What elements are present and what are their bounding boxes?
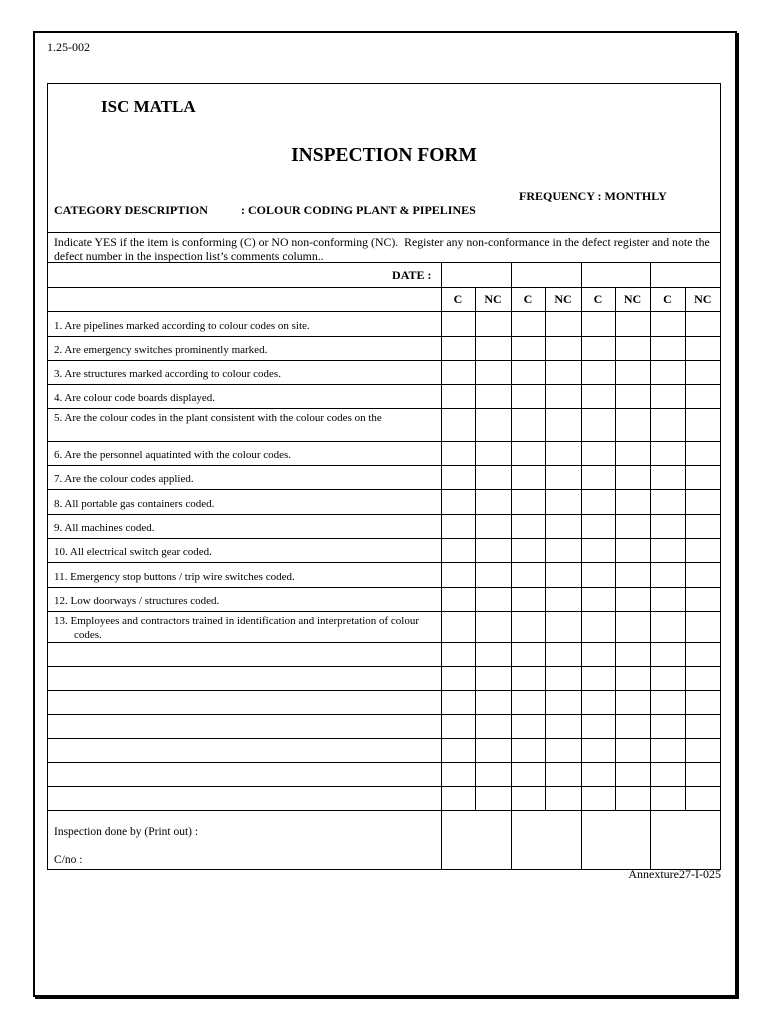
nc-check-cell[interactable] <box>685 490 720 515</box>
checklist-item-text: 13. Employees and contractors trained in identification and interpretation of colour codes. <box>54 615 420 641</box>
c-check-cell[interactable] <box>581 612 615 643</box>
c-check-cell[interactable] <box>441 312 475 337</box>
instructions-text: Indicate YES if the item is conforming (C) or NO non-conforming (NC). Register any non-conformance in the defect register and note the defect number in the inspection list’s comments column.. <box>48 232 720 262</box>
nc-check-cell[interactable] <box>545 312 581 337</box>
nc-check-cell[interactable] <box>475 612 511 643</box>
c-check-cell[interactable] <box>581 739 615 763</box>
checklist-item-text: 10. All electrical switch gear coded. <box>54 546 212 558</box>
c-check-cell[interactable] <box>441 739 475 763</box>
column-header-nc: NC <box>615 288 650 312</box>
c-check-cell[interactable] <box>650 312 685 337</box>
nc-check-cell[interactable] <box>615 337 650 361</box>
nc-check-cell[interactable] <box>615 763 650 787</box>
nc-check-cell[interactable] <box>615 715 650 739</box>
checklist-item-cell <box>48 361 441 385</box>
c-check-cell[interactable] <box>581 515 615 539</box>
c-check-cell[interactable] <box>581 691 615 715</box>
document-reference-code: 1.25-002 <box>47 40 90 54</box>
c-check-cell[interactable] <box>650 361 685 385</box>
c-check-cell[interactable] <box>650 409 685 442</box>
c-check-cell[interactable] <box>441 563 475 588</box>
c-check-cell[interactable] <box>511 643 545 667</box>
nc-check-cell[interactable] <box>685 691 720 715</box>
c-check-cell[interactable] <box>511 612 545 643</box>
c-check-cell[interactable] <box>650 539 685 563</box>
organization-name: ISC MATLA <box>101 97 196 116</box>
checklist-row <box>48 385 720 409</box>
c-check-cell[interactable] <box>441 409 475 442</box>
c-check-cell[interactable] <box>581 539 615 563</box>
c-check-cell[interactable] <box>650 466 685 490</box>
nc-check-cell[interactable] <box>615 691 650 715</box>
column-header-c: C <box>441 288 475 312</box>
nc-check-cell[interactable] <box>685 361 720 385</box>
c-check-cell[interactable] <box>650 787 685 811</box>
nc-check-cell[interactable] <box>685 667 720 691</box>
sign-off-cell-1[interactable] <box>441 811 511 869</box>
column-header-spacer <box>48 288 441 312</box>
c-check-cell[interactable] <box>441 763 475 787</box>
nc-check-cell[interactable] <box>685 442 720 466</box>
checklist-item-text: 5. Are the colour codes in the plant consistent with the colour codes on the <box>54 412 382 424</box>
nc-check-cell[interactable] <box>685 409 720 442</box>
nc-check-cell[interactable] <box>615 612 650 643</box>
nc-check-cell[interactable] <box>615 361 650 385</box>
nc-check-cell[interactable] <box>475 563 511 588</box>
nc-check-cell[interactable] <box>615 442 650 466</box>
nc-check-cell[interactable] <box>685 643 720 667</box>
checklist-item-cell <box>48 612 441 643</box>
c-check-cell[interactable] <box>441 539 475 563</box>
c-check-cell[interactable] <box>581 588 615 612</box>
nc-check-cell[interactable] <box>545 787 581 811</box>
nc-check-cell[interactable] <box>685 612 720 643</box>
blank-row <box>48 787 720 811</box>
column-header-row <box>48 288 720 312</box>
checklist-item-text: 4. Are colour code boards displayed. <box>54 392 215 404</box>
nc-check-cell[interactable] <box>685 337 720 361</box>
date-row <box>48 263 720 288</box>
nc-check-cell[interactable] <box>545 490 581 515</box>
c-check-cell[interactable] <box>581 385 615 409</box>
nc-check-cell[interactable] <box>685 715 720 739</box>
checklist-row <box>48 563 720 588</box>
c-check-cell[interactable] <box>650 691 685 715</box>
checklist-item-text: 6. Are the personnel aquatinted with the colour codes. <box>54 449 292 461</box>
c-check-cell[interactable] <box>511 787 545 811</box>
inspection-table <box>48 262 720 869</box>
frequency-label: FREQUENCY : MONTHLY <box>519 189 667 203</box>
nc-check-cell[interactable] <box>475 787 511 811</box>
c-check-cell[interactable] <box>511 466 545 490</box>
sign-off-cell-3[interactable] <box>581 811 650 869</box>
c-check-cell[interactable] <box>441 361 475 385</box>
column-header-c: C <box>581 288 615 312</box>
column-header-c: C <box>650 288 685 312</box>
checklist-item-cell <box>48 385 441 409</box>
c-check-cell[interactable] <box>511 739 545 763</box>
blank-row <box>48 691 720 715</box>
c-check-cell[interactable] <box>511 442 545 466</box>
checklist-row <box>48 361 720 385</box>
nc-check-cell[interactable] <box>615 667 650 691</box>
cno-label: C/no : <box>54 854 83 866</box>
nc-check-cell[interactable] <box>475 715 511 739</box>
checklist-item-cell <box>48 515 441 539</box>
date-cell-3[interactable] <box>581 263 650 288</box>
c-check-cell[interactable] <box>441 612 475 643</box>
c-check-cell[interactable] <box>441 466 475 490</box>
nc-check-cell[interactable] <box>545 409 581 442</box>
form-header <box>48 84 720 232</box>
checklist-row <box>48 588 720 612</box>
c-check-cell[interactable] <box>511 667 545 691</box>
checklist-row <box>48 490 720 515</box>
nc-check-cell[interactable] <box>615 787 650 811</box>
c-check-cell[interactable] <box>511 588 545 612</box>
checklist-items <box>48 312 720 811</box>
c-check-cell[interactable] <box>441 442 475 466</box>
nc-check-cell[interactable] <box>615 490 650 515</box>
nc-check-cell[interactable] <box>615 588 650 612</box>
c-check-cell[interactable] <box>511 539 545 563</box>
c-check-cell[interactable] <box>650 563 685 588</box>
nc-check-cell[interactable] <box>475 667 511 691</box>
c-check-cell[interactable] <box>650 515 685 539</box>
nc-check-cell[interactable] <box>475 442 511 466</box>
c-check-cell[interactable] <box>511 763 545 787</box>
sign-off-cell-2[interactable] <box>511 811 581 869</box>
inspection-form <box>47 83 721 870</box>
nc-check-cell[interactable] <box>475 312 511 337</box>
checklist-item-cell <box>48 588 441 612</box>
nc-check-cell[interactable] <box>685 539 720 563</box>
nc-check-cell[interactable] <box>475 361 511 385</box>
blank-item-cell[interactable] <box>48 691 441 715</box>
c-check-cell[interactable] <box>511 490 545 515</box>
blank-item-cell[interactable] <box>48 715 441 739</box>
nc-check-cell[interactable] <box>545 515 581 539</box>
c-check-cell[interactable] <box>511 515 545 539</box>
c-check-cell[interactable] <box>581 361 615 385</box>
c-check-cell[interactable] <box>650 667 685 691</box>
c-check-cell[interactable] <box>581 466 615 490</box>
inspection-done-by-label: Inspection done by (Print out) : <box>54 826 199 838</box>
nc-check-cell[interactable] <box>475 466 511 490</box>
c-check-cell[interactable] <box>650 643 685 667</box>
category-description-label: CATEGORY DESCRIPTION <box>54 203 208 217</box>
nc-check-cell[interactable] <box>615 409 650 442</box>
c-check-cell[interactable] <box>511 691 545 715</box>
blank-item-cell[interactable] <box>48 643 441 667</box>
c-check-cell[interactable] <box>581 563 615 588</box>
sign-off-labels <box>48 811 441 869</box>
nc-check-cell[interactable] <box>615 739 650 763</box>
nc-check-cell[interactable] <box>685 515 720 539</box>
nc-check-cell[interactable] <box>545 643 581 667</box>
c-check-cell[interactable] <box>650 490 685 515</box>
nc-check-cell[interactable] <box>475 385 511 409</box>
nc-check-cell[interactable] <box>545 667 581 691</box>
blank-row <box>48 643 720 667</box>
sign-off-row <box>48 811 720 869</box>
checklist-row <box>48 539 720 563</box>
nc-check-cell[interactable] <box>685 787 720 811</box>
c-check-cell[interactable] <box>441 588 475 612</box>
c-check-cell[interactable] <box>511 312 545 337</box>
c-check-cell[interactable] <box>581 763 615 787</box>
nc-check-cell[interactable] <box>685 385 720 409</box>
nc-check-cell[interactable] <box>475 515 511 539</box>
c-check-cell[interactable] <box>511 715 545 739</box>
checklist-item-cell <box>48 337 441 361</box>
nc-check-cell[interactable] <box>475 490 511 515</box>
checklist-row <box>48 409 720 442</box>
date-cell-2[interactable] <box>511 263 581 288</box>
nc-check-cell[interactable] <box>545 385 581 409</box>
checklist-item-cell <box>48 442 441 466</box>
nc-check-cell[interactable] <box>685 588 720 612</box>
nc-check-cell[interactable] <box>545 612 581 643</box>
nc-check-cell[interactable] <box>475 588 511 612</box>
c-check-cell[interactable] <box>441 515 475 539</box>
nc-check-cell[interactable] <box>685 763 720 787</box>
nc-check-cell[interactable] <box>545 337 581 361</box>
checklist-row <box>48 312 720 337</box>
checklist-item-text: 12. Low doorways / structures coded. <box>54 595 220 607</box>
nc-check-cell[interactable] <box>545 361 581 385</box>
annexure-code: Annexture27-I-025 <box>628 867 721 881</box>
c-check-cell[interactable] <box>650 385 685 409</box>
category-description-value: : COLOUR CODING PLANT & PIPELINES <box>241 203 476 217</box>
nc-check-cell[interactable] <box>545 442 581 466</box>
nc-check-cell[interactable] <box>545 691 581 715</box>
nc-check-cell[interactable] <box>475 409 511 442</box>
nc-check-cell[interactable] <box>615 385 650 409</box>
c-check-cell[interactable] <box>581 715 615 739</box>
c-check-cell[interactable] <box>581 787 615 811</box>
c-check-cell[interactable] <box>581 442 615 466</box>
checklist-row <box>48 612 720 643</box>
checklist-row <box>48 442 720 466</box>
nc-check-cell[interactable] <box>685 312 720 337</box>
nc-check-cell[interactable] <box>475 739 511 763</box>
c-check-cell[interactable] <box>581 312 615 337</box>
checklist-item-cell <box>48 539 441 563</box>
c-check-cell[interactable] <box>581 337 615 361</box>
c-check-cell[interactable] <box>650 763 685 787</box>
blank-row <box>48 715 720 739</box>
c-check-cell[interactable] <box>650 715 685 739</box>
nc-check-cell[interactable] <box>615 643 650 667</box>
c-check-cell[interactable] <box>441 691 475 715</box>
c-check-cell[interactable] <box>441 490 475 515</box>
c-check-cell[interactable] <box>511 361 545 385</box>
blank-row <box>48 739 720 763</box>
c-check-cell[interactable] <box>511 385 545 409</box>
checklist-item-text: 2. Are emergency switches prominently marked. <box>54 344 268 356</box>
checklist-item-cell <box>48 563 441 588</box>
c-check-cell[interactable] <box>441 385 475 409</box>
c-check-cell[interactable] <box>441 667 475 691</box>
nc-check-cell[interactable] <box>615 539 650 563</box>
nc-check-cell[interactable] <box>545 739 581 763</box>
blank-row <box>48 763 720 787</box>
nc-check-cell[interactable] <box>685 466 720 490</box>
c-check-cell[interactable] <box>511 409 545 442</box>
checklist-row <box>48 515 720 539</box>
nc-check-cell[interactable] <box>615 515 650 539</box>
c-check-cell[interactable] <box>441 643 475 667</box>
sign-off-cell-4[interactable] <box>650 811 720 869</box>
c-check-cell[interactable] <box>650 337 685 361</box>
blank-item-cell[interactable] <box>48 739 441 763</box>
nc-check-cell[interactable] <box>615 312 650 337</box>
checklist-item-cell <box>48 312 441 337</box>
c-check-cell[interactable] <box>441 787 475 811</box>
nc-check-cell[interactable] <box>685 739 720 763</box>
c-check-cell[interactable] <box>581 643 615 667</box>
nc-check-cell[interactable] <box>545 539 581 563</box>
nc-check-cell[interactable] <box>475 337 511 361</box>
blank-item-cell[interactable] <box>48 787 441 811</box>
nc-check-cell[interactable] <box>545 715 581 739</box>
c-check-cell[interactable] <box>650 739 685 763</box>
c-check-cell[interactable] <box>581 667 615 691</box>
date-cell-1[interactable] <box>441 263 511 288</box>
nc-check-cell[interactable] <box>615 563 650 588</box>
c-check-cell[interactable] <box>511 337 545 361</box>
checklist-item-cell <box>48 409 441 442</box>
column-header-nc: NC <box>685 288 720 312</box>
checklist-item-text: 1. Are pipelines marked according to colour codes on site. <box>54 320 310 332</box>
checklist-row <box>48 337 720 361</box>
c-check-cell[interactable] <box>650 612 685 643</box>
c-check-cell[interactable] <box>511 563 545 588</box>
nc-check-cell[interactable] <box>685 563 720 588</box>
c-check-cell[interactable] <box>650 588 685 612</box>
date-label: DATE : <box>48 263 441 288</box>
c-check-cell[interactable] <box>441 715 475 739</box>
nc-check-cell[interactable] <box>475 643 511 667</box>
checklist-item-text: 7. Are the colour codes applied. <box>54 473 194 485</box>
date-cell-4[interactable] <box>650 263 720 288</box>
checklist-row <box>48 466 720 490</box>
nc-check-cell[interactable] <box>545 763 581 787</box>
blank-item-cell[interactable] <box>48 667 441 691</box>
nc-check-cell[interactable] <box>545 466 581 490</box>
nc-check-cell[interactable] <box>615 466 650 490</box>
blank-item-cell[interactable] <box>48 763 441 787</box>
nc-check-cell[interactable] <box>475 763 511 787</box>
c-check-cell[interactable] <box>581 490 615 515</box>
nc-check-cell[interactable] <box>545 588 581 612</box>
c-check-cell[interactable] <box>650 442 685 466</box>
c-check-cell[interactable] <box>581 409 615 442</box>
nc-check-cell[interactable] <box>475 539 511 563</box>
checklist-item-cell <box>48 466 441 490</box>
nc-check-cell[interactable] <box>545 563 581 588</box>
checklist-item-cell <box>48 490 441 515</box>
checklist-item-text: 3. Are structures marked according to colour codes. <box>54 368 281 380</box>
form-title: INSPECTION FORM <box>291 145 477 166</box>
checklist-item-text: 8. All portable gas containers coded. <box>54 498 215 510</box>
nc-check-cell[interactable] <box>475 691 511 715</box>
blank-row <box>48 667 720 691</box>
column-header-c: C <box>511 288 545 312</box>
c-check-cell[interactable] <box>441 337 475 361</box>
checklist-item-text: 11. Emergency stop buttons / trip wire switches coded. <box>54 571 295 583</box>
column-header-nc: NC <box>475 288 511 312</box>
checklist-item-text: 9. All machines coded. <box>54 522 155 534</box>
column-header-nc: NC <box>545 288 581 312</box>
